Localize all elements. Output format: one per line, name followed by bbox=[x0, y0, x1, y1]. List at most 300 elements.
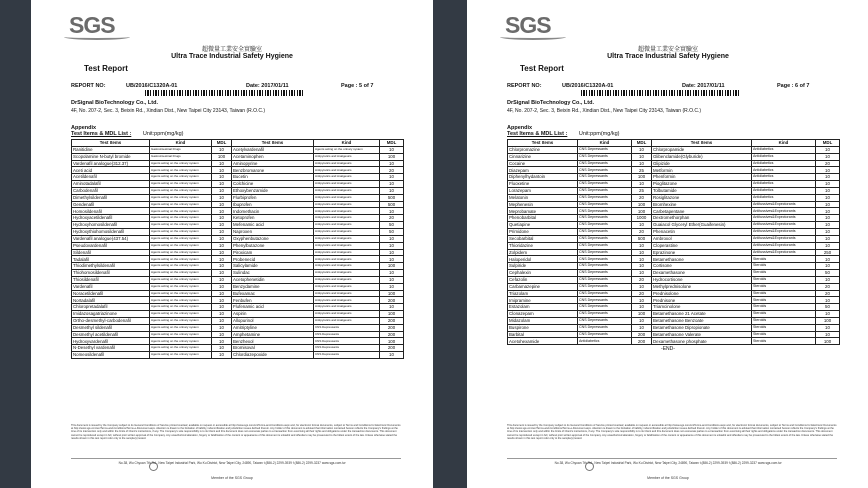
table-row bbox=[72, 228, 404, 235]
test-item-cell: Bucetin bbox=[232, 174, 314, 181]
table-row bbox=[508, 256, 840, 263]
test-item-cell: Gendenafil bbox=[72, 201, 150, 208]
test-item-cell: Imipramine bbox=[508, 297, 578, 304]
kind-cell: Antipyretics and Analgesics bbox=[314, 228, 380, 235]
test-item-cell: Thiosildenafil bbox=[72, 276, 150, 283]
mdl-cell: 10 bbox=[212, 187, 232, 194]
mdl-cell: 250 bbox=[816, 249, 840, 256]
table-row bbox=[508, 208, 840, 215]
office-address: No.38, Wu Chyuan 7th Rd., New Taipei Industrial Park, Wu Ku District, New Taipei City, 24890, Taiwan t (886-2) 2299-3939 f (886-2) 2299-3237 www.sgs.com.tw bbox=[118, 461, 346, 465]
test-item-cell: Aceti acid bbox=[72, 167, 150, 174]
mdl-cell: 50 bbox=[380, 228, 404, 235]
kind-cell: Agents acting on the urinary system bbox=[150, 242, 212, 249]
test-item-cell: Hydroxyacetildenafil bbox=[72, 215, 150, 222]
test-item-cell: Lorazepam bbox=[508, 187, 578, 194]
kind-cell: CNS Depressants bbox=[578, 331, 632, 338]
table-row bbox=[72, 208, 404, 215]
report-header-row bbox=[507, 83, 837, 89]
test-item-cell: Barbital bbox=[508, 331, 578, 338]
test-item-cell: Indomethacin bbox=[232, 208, 314, 215]
kind-cell: CNS Depressants bbox=[578, 222, 632, 229]
kind-cell: CNS Depressants bbox=[578, 228, 632, 235]
table-row bbox=[72, 249, 404, 256]
appendix-heading: Appendix bbox=[507, 125, 533, 131]
mdl-cell: 10 bbox=[816, 311, 840, 318]
table-row bbox=[72, 352, 404, 359]
kind-cell: Gastrointestinal Drugs bbox=[150, 153, 212, 160]
kind-cell: Antipyretics and Analgesics bbox=[314, 181, 380, 188]
table-row bbox=[508, 276, 840, 283]
kind-cell: CNS Depressants bbox=[314, 345, 380, 352]
mdl-cell: 10 bbox=[212, 283, 232, 290]
mdl-cell: 200 bbox=[632, 338, 652, 345]
kind-cell: Antidiabetics bbox=[752, 187, 816, 194]
report-header-row bbox=[71, 83, 401, 89]
lab-title-english: Ultra Trace Industrial Safety Hygiene bbox=[607, 53, 729, 60]
table-row bbox=[72, 235, 404, 242]
table-row bbox=[508, 146, 840, 153]
test-item-cell: Sulindac bbox=[232, 270, 314, 277]
test-item-cell: Acetildenafil bbox=[72, 174, 150, 181]
mdl-cell: 200 bbox=[380, 331, 404, 338]
mdl-cell: 10 bbox=[212, 249, 232, 256]
test-report-heading: Test Report bbox=[84, 64, 128, 73]
mdl-cell: 50 bbox=[380, 222, 404, 229]
mdl-cell: 10 bbox=[632, 317, 652, 324]
kind-cell: Antidiabetics bbox=[752, 194, 816, 201]
test-item-cell: Benzydamine bbox=[232, 283, 314, 290]
test-item-cell: Primidone bbox=[508, 228, 578, 235]
test-item-cell: Acetylvardenafil bbox=[232, 146, 314, 153]
legal-disclaimer: This document is issued by the Company subject to its General Conditions of Service printed overleaf, available on request or accessible at http://www.sgs.com/en/Terms-and-Conditions.aspx and, for electronic format documents, subject to Terms and Conditions for Electronic Documents at http://www.sgs.com/en/Terms-and-Conditions/Terms-e-Document.aspx. Attention is drawn to the limitation of liability, indemnification and jurisdiction issues defined therein. Any holder of this document is advised that information contained hereon reflects the Company's findings at the time of its intervention only and within the limits of Client's instructions, if any. The Company's sole responsibility is to its Client and this document does not exonerate parties to a transaction from exercising all their rights and obligations under the transaction documents. This document cannot be reproduced except in full, without prior written approval of the Company. Any unauthorized alteration, forgery or falsification of the content or appearance of this document is unlawful and offenders may be prosecuted to the fullest extent of the law. Unless otherwise stated the results shown in this test report refer only to the sample(s) tested. bbox=[507, 424, 837, 440]
kind-cell: CNS Depressants bbox=[578, 181, 632, 188]
kind-cell: Agents acting on the urinary system bbox=[150, 352, 212, 359]
page-label: Page : 5 of 7 bbox=[341, 83, 374, 89]
col-mdl: MDL bbox=[380, 140, 404, 147]
kind-cell: Agents acting on the urinary system bbox=[150, 304, 212, 311]
test-item-cell: Secobarbital bbox=[508, 235, 578, 242]
date-field bbox=[246, 83, 341, 89]
mdl-cell: 100 bbox=[816, 317, 840, 324]
test-item-cell: Thioridazine bbox=[508, 242, 578, 249]
mdl-cell: 100 bbox=[632, 311, 652, 318]
kind-cell: Steroids bbox=[752, 290, 816, 297]
mdl-cell: 10 bbox=[816, 201, 840, 208]
kind-cell: CNS Depressants bbox=[578, 263, 632, 270]
test-item-cell: Bufexamac bbox=[232, 290, 314, 297]
test-item-cell: Desmethyl acetildenafil bbox=[72, 331, 150, 338]
test-item-cell: Colchicine bbox=[232, 181, 314, 188]
kind-cell: Antidiabetics bbox=[578, 338, 632, 345]
table-row bbox=[508, 153, 840, 160]
kind-cell: Agents acting on the urinary system bbox=[150, 324, 212, 331]
mdl-cell: 10 bbox=[212, 256, 232, 263]
mdl-table bbox=[507, 139, 840, 345]
mdl-cell: 10 bbox=[816, 208, 840, 215]
mdl-cell: 100 bbox=[380, 263, 404, 270]
kind-cell: Agents acting on the urinary system bbox=[150, 235, 212, 242]
footer-divider bbox=[71, 458, 401, 459]
member-note: Member of the SGS Group bbox=[647, 476, 689, 480]
test-item-cell: Betamethasone Dipropionate bbox=[652, 324, 752, 331]
test-item-cell: Acetaminophen bbox=[232, 153, 314, 160]
table-row bbox=[72, 270, 404, 277]
test-item-cell: Dexamethasone phosphate bbox=[652, 338, 752, 345]
kind-cell: Antidiabetics bbox=[752, 174, 816, 181]
kind-cell: CNS Depressants bbox=[578, 146, 632, 153]
kind-cell: Agents acting on the urinary system bbox=[150, 160, 212, 167]
table-row bbox=[508, 222, 840, 229]
test-item-cell: Meprobamate bbox=[508, 208, 578, 215]
kind-cell: Antipyretics and Analgesics bbox=[314, 153, 380, 160]
mdl-cell: 100 bbox=[380, 153, 404, 160]
kind-cell: Steroids bbox=[752, 311, 816, 318]
test-item-cell: Aminopyrine bbox=[232, 160, 314, 167]
mdl-cell: 10 bbox=[816, 181, 840, 188]
mdl-cell: 10 bbox=[816, 331, 840, 338]
test-item-cell: Estazolam bbox=[508, 304, 578, 311]
mdl-cell: 500 bbox=[380, 194, 404, 201]
kind-cell: Antipyretics and Analgesics bbox=[314, 276, 380, 283]
table-row bbox=[72, 297, 404, 304]
test-item-cell: Glipizide bbox=[652, 160, 752, 167]
test-item-cell: Ranitidine bbox=[72, 146, 150, 153]
mdl-cell: 10 bbox=[212, 235, 232, 242]
test-item-cell: Oxyphenbutazone bbox=[232, 235, 314, 242]
col-kind: Kind bbox=[150, 140, 212, 147]
mdl-cell: 20 bbox=[380, 167, 404, 174]
mdl-cell: 10 bbox=[632, 297, 652, 304]
table-row bbox=[72, 263, 404, 270]
mdl-cell: 10 bbox=[212, 338, 232, 345]
kind-cell: Antipyretics and Analgesics bbox=[314, 208, 380, 215]
kind-cell: CNS Depressants bbox=[578, 290, 632, 297]
table-row bbox=[508, 283, 840, 290]
table-row bbox=[72, 222, 404, 229]
table-row bbox=[508, 324, 840, 331]
kind-cell: Agents acting on the urinary system bbox=[150, 208, 212, 215]
kind-cell: Antitussives&Expectorants bbox=[752, 249, 816, 256]
mdl-cell: 10 bbox=[816, 256, 840, 263]
table-row bbox=[508, 249, 840, 256]
col-test-items: Test Items bbox=[652, 140, 752, 147]
mdl-cell: 50 bbox=[816, 304, 840, 311]
kind-cell: Agents acting on the urinary system bbox=[150, 222, 212, 229]
kind-cell: Agents acting on the urinary system bbox=[150, 290, 212, 297]
mdl-cell: 10 bbox=[816, 324, 840, 331]
report-page-6 bbox=[467, 0, 868, 488]
mdl-cell: 500 bbox=[380, 201, 404, 208]
kind-cell: Agents acting on the urinary system bbox=[150, 215, 212, 222]
mdl-cell: 10 bbox=[816, 174, 840, 181]
mdl-cell: 10 bbox=[212, 194, 232, 201]
kind-cell: Antipyretics and Analgesics bbox=[314, 222, 380, 229]
mdl-cell: 10 bbox=[380, 146, 404, 153]
kind-cell: CNS Depressants bbox=[314, 324, 380, 331]
kind-cell: CNS Depressants bbox=[578, 276, 632, 283]
kind-cell: Steroids bbox=[752, 297, 816, 304]
kind-cell: CNS Depressants bbox=[578, 167, 632, 174]
test-item-cell: Thiohomosildenafil bbox=[72, 270, 150, 277]
test-item-cell: Chlordiazepoxide bbox=[232, 352, 314, 359]
mdl-cell: 10 bbox=[380, 174, 404, 181]
mdl-cell: 100 bbox=[816, 338, 840, 345]
kind-cell: CNS Depressants bbox=[578, 249, 632, 256]
mdl-cell: 200 bbox=[632, 331, 652, 338]
test-item-cell: Mephenesin bbox=[508, 201, 578, 208]
col-kind: Kind bbox=[752, 140, 816, 147]
col-mdl: MDL bbox=[632, 140, 652, 147]
col-test-items: Test Items bbox=[72, 140, 150, 147]
test-item-cell: Cephalexin bbox=[508, 270, 578, 277]
mdl-cell: 10 bbox=[632, 146, 652, 153]
report-no-label: REPORT NO: bbox=[71, 83, 106, 89]
col-kind: Kind bbox=[578, 140, 632, 147]
mdl-cell: 500 bbox=[632, 235, 652, 242]
mdl-cell: 10 bbox=[816, 215, 840, 222]
test-item-cell: Flufenamic acid bbox=[232, 304, 314, 311]
test-item-cell: Carbodenafil bbox=[72, 187, 150, 194]
test-item-cell: Betamethasone 21 Acetate bbox=[652, 311, 752, 318]
mdl-cell: 10 bbox=[380, 249, 404, 256]
mdl-cell: 200 bbox=[380, 317, 404, 324]
test-item-cell: Buspirone bbox=[508, 324, 578, 331]
kind-cell: Agents acting on the urinary system bbox=[150, 297, 212, 304]
table-row bbox=[72, 187, 404, 194]
mdl-cell: 200 bbox=[380, 297, 404, 304]
test-item-cell: Hydroxythiohomosildenafil bbox=[72, 228, 150, 235]
mdl-cell: 10 bbox=[212, 181, 232, 188]
sgs-logo: SGS bbox=[69, 12, 115, 38]
mdl-cell: 10 bbox=[380, 242, 404, 249]
test-item-cell: Allopurinol bbox=[232, 317, 314, 324]
kind-cell: Antitussives&Expectorants bbox=[752, 201, 816, 208]
kind-cell: CNS Depressants bbox=[578, 160, 632, 167]
mdl-cell: 25 bbox=[632, 167, 652, 174]
test-item-cell: Haloperidol bbox=[508, 256, 578, 263]
test-item-cell: Diazepam bbox=[508, 167, 578, 174]
appendix-heading: Appendix bbox=[71, 125, 97, 131]
test-item-cell: Cocaine bbox=[508, 160, 578, 167]
test-item-cell: Cefazolin bbox=[508, 276, 578, 283]
test-item-cell: Chloropretadalafil bbox=[72, 304, 150, 311]
unit-label: Unit:ppm(mg/kg) bbox=[578, 131, 620, 137]
table-row bbox=[508, 187, 840, 194]
mdl-cell: 10 bbox=[212, 297, 232, 304]
mdl-cell: 1000 bbox=[632, 215, 652, 222]
mdl-cell: 20 bbox=[632, 228, 652, 235]
test-item-cell: Ibuprofen bbox=[232, 201, 314, 208]
test-item-cell: Benzhexol bbox=[232, 338, 314, 345]
mdl-cell: 10 bbox=[816, 228, 840, 235]
test-item-cell: Benzbromarone bbox=[232, 167, 314, 174]
mdl-cell: 50 bbox=[816, 270, 840, 277]
test-item-cell: Clonazepam bbox=[508, 311, 578, 318]
test-item-cell: Pioglitazone bbox=[652, 181, 752, 188]
company-address: 4F, No. 207-2, Sec. 3, Beixin Rd., Xindian Dist., New Taipei City 23143, Taiwan (R.O.C.) bbox=[71, 108, 266, 114]
test-item-cell: Tolbutamide bbox=[652, 187, 752, 194]
kind-cell: Steroids bbox=[752, 317, 816, 324]
table-row bbox=[72, 338, 404, 345]
table-row bbox=[72, 146, 404, 153]
test-item-cell: Pseudovardenafil bbox=[72, 242, 150, 249]
test-item-cell: Aspirin bbox=[232, 311, 314, 318]
table-row bbox=[508, 317, 840, 324]
mdl-cell: 10 bbox=[212, 222, 232, 229]
kind-cell: Antipyretics and Analgesics bbox=[314, 160, 380, 167]
kind-cell: Agents acting on the urinary system bbox=[150, 174, 212, 181]
mdl-cell: 20 bbox=[632, 276, 652, 283]
kind-cell: Antipyretics and Analgesics bbox=[314, 311, 380, 318]
table-row bbox=[72, 290, 404, 297]
sgs-logo-swoosh bbox=[500, 34, 566, 40]
col-test-items: Test Items bbox=[232, 140, 314, 147]
table-row bbox=[72, 311, 404, 318]
kind-cell: Agents acting on the urinary system bbox=[150, 167, 212, 174]
kind-cell: CNS Depressants bbox=[578, 208, 632, 215]
list-title-text: Test Items & MDL List : bbox=[507, 131, 568, 137]
test-item-cell: Dexamethasone bbox=[652, 270, 752, 277]
report-no-label: REPORT NO: bbox=[507, 83, 542, 89]
mdl-cell: 10 bbox=[212, 160, 232, 167]
test-item-cell: Cloperastine bbox=[652, 242, 752, 249]
table-row bbox=[72, 331, 404, 338]
mdl-cell: 10 bbox=[380, 208, 404, 215]
mdl-table bbox=[71, 139, 404, 359]
test-item-cell: Imidazosagatriazinone bbox=[72, 311, 150, 318]
test-item-cell: Noracetildenafil bbox=[72, 290, 150, 297]
company-name: DrSignal BioTechnology Co., Ltd. bbox=[507, 100, 594, 106]
mdl-cell: 100 bbox=[380, 338, 404, 345]
mdl-cell: 100 bbox=[212, 153, 232, 160]
kind-cell: CNS Depressants bbox=[578, 256, 632, 263]
mdl-cell: 10 bbox=[816, 153, 840, 160]
table-row bbox=[72, 256, 404, 263]
test-item-cell: Tadalafil bbox=[72, 256, 150, 263]
mdl-cell: 10 bbox=[380, 187, 404, 194]
table-row bbox=[72, 304, 404, 311]
test-item-cell: Midazolam bbox=[508, 317, 578, 324]
kind-cell: Agents acting on the urinary system bbox=[150, 256, 212, 263]
test-item-cell: Carbetapentane bbox=[652, 208, 752, 215]
test-item-cell: Phenformin bbox=[652, 174, 752, 181]
kind-cell: Steroids bbox=[752, 338, 816, 345]
kind-cell: CNS Depressants bbox=[578, 235, 632, 242]
test-item-cell: Piroxicam bbox=[232, 249, 314, 256]
test-item-cell: Hydroxyvardenafil bbox=[72, 338, 150, 345]
table-header-row bbox=[508, 140, 840, 147]
table-row bbox=[72, 283, 404, 290]
lab-title-chinese: 超微量工業安全實驗室 bbox=[637, 46, 698, 53]
kind-cell: Antipyretics and Analgesics bbox=[314, 304, 380, 311]
kind-cell: CNS Depressants bbox=[578, 311, 632, 318]
table-row bbox=[72, 317, 404, 324]
kind-cell: Antipyretics and Analgesics bbox=[314, 290, 380, 297]
mdl-cell: 10 bbox=[380, 304, 404, 311]
test-item-cell: Vardenafil bbox=[72, 283, 150, 290]
kind-cell: CNS Depressants bbox=[578, 194, 632, 201]
mdl-cell: 10 bbox=[212, 290, 232, 297]
kind-cell: Antidiabetics bbox=[752, 160, 816, 167]
office-address: No.38, Wu Chyuan 7th Rd., New Taipei Industrial Park, Wu Ku District, New Taipei City, 24890, Taiwan t (886-2) 2299-3939 f (886-2) 2299-3237 www.sgs.com.tw bbox=[554, 461, 782, 465]
col-kind: Kind bbox=[314, 140, 380, 147]
mdl-cell: 10 bbox=[380, 181, 404, 188]
kind-cell: Steroids bbox=[752, 263, 816, 270]
mdl-cell: 10 bbox=[212, 174, 232, 181]
mdl-cell: 20 bbox=[632, 194, 652, 201]
test-item-cell: Carbamazepine bbox=[508, 283, 578, 290]
table-row bbox=[72, 153, 404, 160]
lab-title-chinese: 超微量工業安全實驗室 bbox=[201, 46, 262, 53]
test-item-cell: Ketoprofen bbox=[232, 215, 314, 222]
kind-cell: Agents acting on the urinary system bbox=[150, 201, 212, 208]
kind-cell: Agents acting on the urinary system bbox=[150, 228, 212, 235]
table-row bbox=[508, 311, 840, 318]
mdl-cell: 100 bbox=[632, 201, 652, 208]
report-no-value: UB/2016/C1320A-01 bbox=[126, 83, 178, 89]
kind-cell: Steroids bbox=[752, 283, 816, 290]
test-item-cell: Prednisolone bbox=[652, 290, 752, 297]
mdl-cell: 10 bbox=[632, 263, 652, 270]
col-mdl: MDL bbox=[816, 140, 840, 147]
mdl-cell: 10 bbox=[816, 194, 840, 201]
table-row bbox=[508, 215, 840, 222]
kind-cell: Antipyretics and Analgesics bbox=[314, 256, 380, 263]
test-item-cell: Nomeosildenafil bbox=[72, 352, 150, 359]
mdl-cell: 20 bbox=[816, 283, 840, 290]
test-item-cell: Chlorpropamide bbox=[652, 146, 752, 153]
table-row bbox=[72, 201, 404, 208]
test-item-cell: Triamcinolone bbox=[652, 304, 752, 311]
kind-cell: CNS Depressants bbox=[578, 283, 632, 290]
table-row bbox=[72, 215, 404, 222]
kind-cell: CNS Depressants bbox=[578, 270, 632, 277]
test-item-cell: Naproxen bbox=[232, 228, 314, 235]
test-item-cell: Dextromethorphan bbox=[652, 215, 752, 222]
mdl-cell: 200 bbox=[380, 324, 404, 331]
test-item-cell: Betamethasone Benzoate bbox=[652, 317, 752, 324]
mdl-cell: 10 bbox=[212, 208, 232, 215]
kind-cell: Steroids bbox=[752, 324, 816, 331]
kind-cell: Antipyretics and Analgesics bbox=[314, 317, 380, 324]
test-item-cell: Homosildenafil bbox=[72, 208, 150, 215]
mdl-cell: 10 bbox=[816, 297, 840, 304]
table-row bbox=[72, 194, 404, 201]
mdl-cell: 10 bbox=[816, 167, 840, 174]
mdl-cell: 10 bbox=[212, 331, 232, 338]
test-item-cell: Chlorpromazine bbox=[508, 146, 578, 153]
mdl-cell: 100 bbox=[632, 208, 652, 215]
kind-cell: Agents acting on the urinary system bbox=[150, 194, 212, 201]
test-item-cell: Aminotadalafil bbox=[72, 181, 150, 188]
mdl-cell: 10 bbox=[380, 235, 404, 242]
test-item-cell: Guaiacol Glyceryl Ether(Guaifenesin) bbox=[652, 222, 752, 229]
mdl-cell: 10 bbox=[816, 222, 840, 229]
mdl-cell: 10 bbox=[212, 215, 232, 222]
mdl-cell: 10 bbox=[212, 201, 232, 208]
unit-label: Unit:ppm(mg/kg) bbox=[142, 131, 184, 137]
test-item-cell: Vardenafil analogue(312.37) bbox=[72, 160, 150, 167]
kind-cell: CNS Depressants bbox=[578, 242, 632, 249]
table-row bbox=[508, 338, 840, 345]
mdl-cell: 10 bbox=[212, 324, 232, 331]
kind-cell: CNS Depressants bbox=[578, 297, 632, 304]
table-row bbox=[72, 174, 404, 181]
report-no-value: UB/2016/C1320A-01 bbox=[562, 83, 614, 89]
kind-cell: Antitussives&Expectorants bbox=[752, 222, 816, 229]
kind-cell: Agents acting on the urinary system bbox=[150, 283, 212, 290]
kind-cell: Gastrointestinal Drugs bbox=[150, 146, 212, 153]
